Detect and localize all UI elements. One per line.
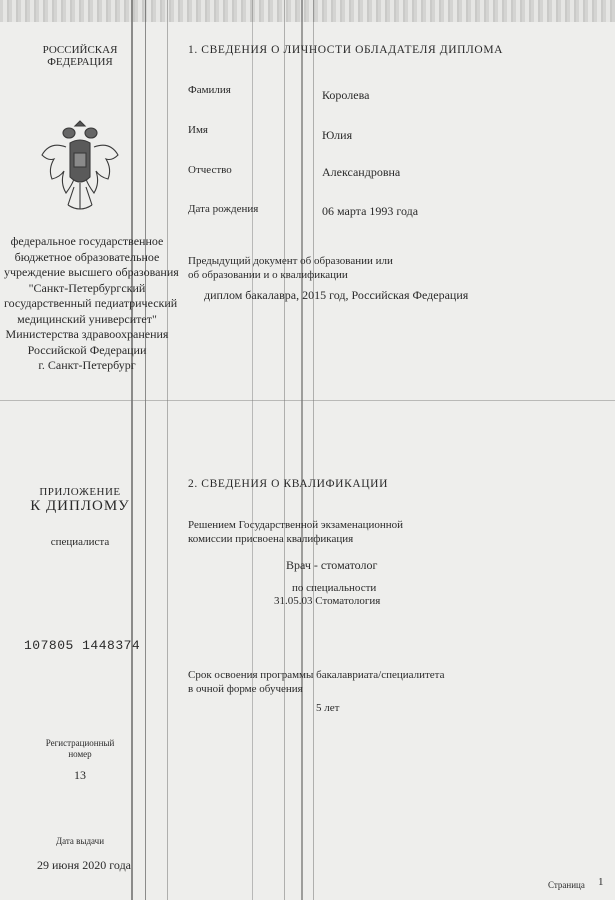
study-term-label bbox=[188, 668, 445, 696]
study-term-value: 5 лет bbox=[316, 702, 340, 714]
institution-line: Российской Федерации bbox=[27, 342, 147, 357]
page-label: Страница bbox=[548, 880, 585, 890]
diploma-level: специалиста bbox=[50, 536, 110, 548]
scan-artifact-line bbox=[313, 0, 314, 900]
surname-label: Фамилия bbox=[188, 84, 231, 96]
institution-line: медицинский университет" bbox=[17, 311, 157, 326]
issue-date-label: Дата выдачи bbox=[55, 836, 105, 846]
patronymic-label: Отчество bbox=[188, 164, 232, 176]
section-2-heading: 2. СВЕДЕНИЯ О КВАЛИФИКАЦИИ bbox=[188, 478, 388, 490]
institution-line: государственный педиатрический bbox=[4, 296, 178, 310]
appendix-line: ПРИЛОЖЕНИЕ bbox=[39, 486, 121, 498]
institution-line: "Санкт-Петербургский bbox=[28, 280, 146, 295]
institution-line: учреждение высшего образования bbox=[4, 265, 179, 279]
scan-artifact-line bbox=[252, 0, 253, 900]
study-term-label-line: в очной форме обучения bbox=[188, 683, 303, 695]
coat-of-arms-emblem bbox=[36, 113, 124, 223]
institution-name bbox=[4, 234, 179, 374]
previous-document-value: диплом бакалавра, 2015 год, Российская Федерация bbox=[204, 288, 469, 302]
section-1-heading: 1. СВЕДЕНИЯ О ЛИЧНОСТИ ОБЛАДАТЕЛЯ ДИПЛОМА bbox=[188, 44, 504, 56]
first-name-label: Имя bbox=[188, 124, 208, 136]
appendix-title bbox=[20, 486, 140, 515]
patronymic-value: Александровна bbox=[322, 165, 401, 179]
serial-number: 107805 1448374 bbox=[24, 638, 141, 653]
country-line: ФЕДЕРАЦИЯ bbox=[47, 56, 113, 68]
previous-document-label-line: Предыдущий документ об образовании или bbox=[188, 255, 393, 267]
qualification-decision-line: Решением Государственной экзаменационной bbox=[188, 519, 404, 531]
institution-line: бюджетное образовательное bbox=[14, 249, 160, 264]
issue-date: 29 июня 2020 года bbox=[36, 858, 132, 872]
country-line: РОССИЙСКАЯ bbox=[42, 44, 118, 56]
registration-label-line: Регистрационный bbox=[45, 738, 115, 748]
country-name bbox=[40, 44, 120, 68]
scan-artifact-line bbox=[301, 0, 303, 900]
birth-date-value: 06 марта 1993 года bbox=[322, 204, 419, 218]
scan-artifact-line bbox=[167, 0, 168, 900]
registration-label bbox=[20, 738, 140, 760]
qualification-value: Врач - стоматолог bbox=[286, 558, 378, 572]
registration-number: 13 bbox=[74, 768, 86, 782]
institution-line: г. Санкт-Петербург bbox=[38, 358, 136, 372]
registration-label-line: номер bbox=[68, 749, 92, 759]
institution-line: Министерства здравоохранения bbox=[5, 327, 169, 341]
qualification-decision-line: комиссии присвоена квалификация bbox=[188, 533, 354, 545]
first-name-value: Юлия bbox=[322, 128, 353, 142]
appendix-line: К ДИПЛОМУ bbox=[30, 498, 130, 514]
institution-line: федеральное государственное bbox=[10, 234, 164, 248]
scan-top-strip bbox=[0, 0, 615, 22]
specialty-label: по специальности bbox=[292, 582, 377, 594]
scan-artifact-line bbox=[284, 0, 285, 900]
previous-document-label-line: об образовании и о квалификации bbox=[188, 269, 348, 281]
study-term-label-line: Срок освоения программы бакалавриата/специалитета bbox=[188, 669, 445, 681]
page-number: 1 bbox=[598, 876, 604, 888]
scan-artifact-hline bbox=[0, 400, 615, 401]
birth-date-label: Дата рождения bbox=[188, 203, 259, 215]
specialty-value: 31.05.03 Стоматология bbox=[274, 595, 381, 607]
scan-artifact-line bbox=[131, 0, 133, 900]
surname-value: Королева bbox=[322, 88, 370, 102]
previous-document-label bbox=[188, 254, 393, 282]
qualification-decision bbox=[188, 518, 403, 546]
scan-artifact-line bbox=[145, 0, 146, 900]
